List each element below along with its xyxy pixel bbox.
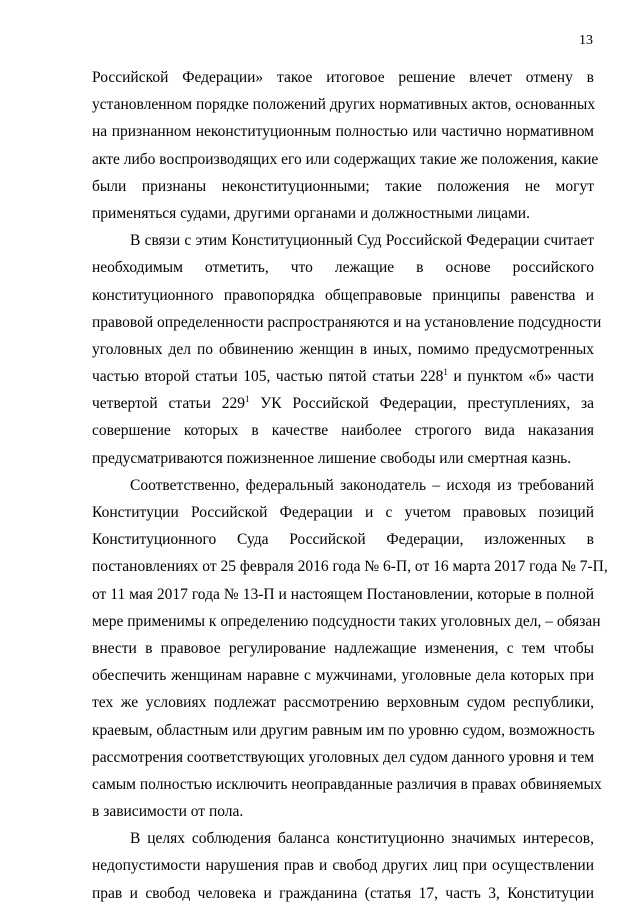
- text-line: уголовных дел по обвинению женщин в иных, помимо предусмотренных: [92, 340, 594, 358]
- text-segment: четвертой статьи 229: [92, 395, 246, 413]
- page-number: 13: [579, 33, 593, 48]
- text-line: тех же условиях подлежат рассмотрению верховным судом республики,: [92, 694, 594, 712]
- text-line: конституционного правопорядка общеправовые принципы равенства и: [92, 286, 594, 304]
- text-line: В целях соблюдения баланса конституционно значимых интересов,: [130, 830, 594, 848]
- superscript: 1: [245, 394, 250, 405]
- text-line: обеспечить женщинам наравне с мужчинами, уголовные дела которых при: [92, 667, 594, 685]
- text-line: постановлениях от 25 февраля 2016 года № 6-П, от 16 марта 2017 года № 7-П,: [92, 558, 608, 576]
- text-line: установленном порядке положений других нормативных актов, основанных: [92, 96, 596, 114]
- text-line: внести в правовое регулирование надлежащие изменения, с тем чтобы: [92, 639, 594, 657]
- text-line: совершение которых в качестве наиболее строгого вида наказания: [92, 422, 594, 440]
- text-line: в зависимости от пола.: [92, 803, 244, 821]
- text-line: предусматриваются пожизненное лишение свободы или смертная казнь.: [92, 449, 572, 467]
- text-line: [92, 363, 594, 390]
- paragraph-4: [92, 825, 594, 907]
- text-line: правовой определенности распространяются и на установление подсудности: [92, 313, 602, 331]
- text-line: Конституции Российской Федерации и с учетом правовых позиций: [92, 504, 594, 521]
- document-body: [92, 64, 608, 907]
- text-segment: УК Российской Федерации, преступлениях, за: [249, 395, 594, 413]
- paragraph-2: [92, 227, 602, 472]
- text-line: недопустимости нарушения прав и свобод других лиц при осуществлении: [92, 857, 594, 875]
- text-line: прав и свобод человека и гражданина (статья 17, часть 3, Конституции: [92, 884, 594, 902]
- text-segment: частью второй статьи 105, частью пятой статьи 228: [92, 368, 444, 386]
- text-line: Конституционного Суда Российской Федерации, изложенных в: [92, 531, 594, 549]
- paragraph-3: [92, 472, 608, 825]
- superscript: 1: [443, 367, 448, 378]
- text-line: применяться судами, другими органами и должностными лицами.: [92, 204, 530, 222]
- text-segment: и пунктом «б» части: [447, 368, 594, 386]
- text-line: Российской Федерации» такое итоговое решение влечет отмену в: [92, 69, 594, 86]
- text-line: были признаны неконституционными; такие положения не могут: [92, 177, 594, 195]
- text-line: мере применимы к определению подсудности таких уголовных дел, – обязан: [92, 612, 601, 630]
- text-line: рассмотрения соответствующих уголовных дел судом данного уровня и тем: [92, 748, 595, 766]
- text-line: акте либо воспроизводящих его или содержащих такие же положения, какие: [92, 150, 599, 168]
- text-line: самым полностью исключить неоправданные различия в правах обвиняемых: [92, 775, 602, 793]
- text-line: краевым, областным или другим равным им по уровню судом, возможность: [92, 721, 595, 739]
- text-line: от 11 мая 2017 года № 13-П и настоящем Постановлении, которые в полной: [92, 585, 594, 603]
- paragraph-1: [92, 64, 599, 227]
- text-line: В связи с этим Конституционный Суд Российской Федерации считает: [130, 232, 594, 250]
- text-line: на признанном неконституционным полностью или частично нормативном: [92, 123, 594, 141]
- text-line: Соответственно, федеральный законодатель – исходя из требований: [130, 476, 594, 494]
- text-line: необходимым отметить, что лежащие в основе российского: [92, 259, 594, 277]
- text-line: [92, 390, 594, 417]
